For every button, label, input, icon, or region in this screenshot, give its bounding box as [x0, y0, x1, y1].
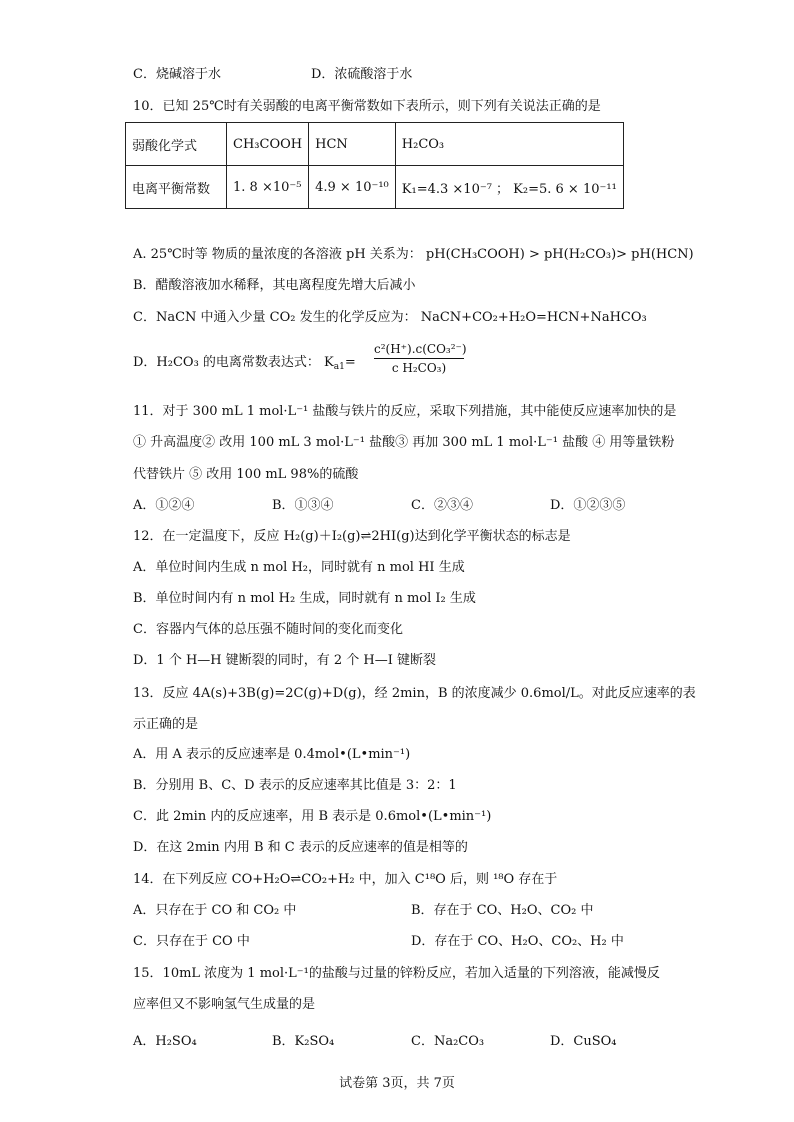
q12-option-c: C．容器内气体的总压强不随时间的变化而变化: [133, 622, 403, 637]
ka1-expression: [374, 342, 467, 375]
acid-constant-table: [125, 122, 624, 209]
q13-stem: 13．反应 4A(s)+3B(g)=2C(g)+D(g)，经 2min，B 的浓度减少 0.6mol/L。对此反应速率的表: [133, 686, 696, 701]
q15-option-b: B．K₂SO₄: [272, 1034, 335, 1049]
q14-stem: 14．在下列反应 CO+H₂O⇌CO₂+H₂ 中，加入 C¹⁸O 后，则 ¹⁸O 存在于: [133, 872, 558, 887]
q10-option-c: C．NaCN 中通入少量 CO₂ 发生的化学反应为： NaCN+CO₂+H₂O=HCN+NaHCO₃: [133, 310, 647, 325]
q14-option-d: D．存在于 CO、H₂O、CO₂、H₂ 中: [411, 934, 624, 949]
ka1-denominator: c H₂CO₃): [391, 361, 447, 375]
q14-option-a: A．只存在于 CO 和 CO₂ 中: [133, 903, 297, 918]
q15-stem-cont: 应率但又不影响氢气生成量的是: [133, 997, 316, 1012]
table-cell: 1. 8 ×10⁻⁵: [227, 166, 309, 209]
page-footer: 试卷第 3页，共 7页: [339, 1076, 455, 1091]
q14-option-b: B．存在于 CO、H₂O、CO₂ 中: [411, 903, 594, 918]
table-cell: HCN: [309, 123, 396, 166]
q10-option-a: A. 25℃时等 物质的量浓度的各溶液 pH 关系为： pH(CH₃COOH) > pH(H₂CO₃)> pH(HCN): [133, 247, 694, 262]
table-cell: K₁=4.3 ×10⁻⁷ ； K₂=5. 6 × 10⁻¹¹: [395, 166, 623, 209]
q13-option-a: A．用 A 表示的反应速率是 0.4mol•(L•min⁻¹): [133, 747, 411, 762]
q15-option-a: A．H₂SO₄: [133, 1034, 197, 1049]
q11-option-a: A．①②④: [133, 498, 195, 513]
q11-measures-line: ① 升高温度② 改用 100 mL 3 mol·L⁻¹ 盐酸③ 再加 300 mL 1 mol·L⁻¹ 盐酸 ④ 用等量铁粉: [133, 435, 675, 450]
table-header-cell: 电离平衡常数: [126, 166, 227, 209]
q15-option-c: C．Na₂CO₃: [411, 1034, 485, 1049]
q12-option-d: D．1 个 H—H 键断裂的同时，有 2 个 H—I 键断裂: [133, 653, 437, 668]
table-cell: CH₃COOH: [227, 123, 309, 166]
q11-option-c: C．②③④: [411, 498, 473, 513]
table-cell: H₂CO₃: [395, 123, 623, 166]
table-row: [126, 123, 624, 166]
q11-measures-line: 代替铁片 ⑤ 改用 100 mL 98%的硫酸: [133, 467, 359, 482]
q14-option-c: C．只存在于 CO 中: [133, 934, 250, 949]
ka1-subscript: a1: [333, 362, 345, 372]
q9-option-d: D．浓硫酸溶于水: [311, 67, 413, 82]
ka1-numerator: c²(H⁺).c(CO₃²⁻): [374, 342, 464, 359]
q9-option-c: C．烧碱溶于水: [133, 67, 221, 82]
q12-option-a: A．单位时间内生成 n mol H₂，同时就有 n mol HI 生成: [133, 560, 465, 575]
q11-stem: 11．对于 300 mL 1 mol·L⁻¹ 盐酸与铁片的反应，采取下列措施，其中能使反应速率加快的是: [133, 404, 677, 419]
q12-stem: 12．在一定温度下，反应 H₂(g)＋I₂(g)⇌2HI(g)达到化学平衡状态的标志是: [133, 529, 571, 544]
q15-option-d: D．CuSO₄: [550, 1034, 617, 1049]
table-header-cell: 弱酸化学式: [126, 123, 227, 166]
q10-stem: 10．已知 25℃时有关弱酸的电离平衡常数如下表所示，则下列有关说法正确的是: [133, 99, 601, 114]
q12-option-b: B．单位时间内有 n mol H₂ 生成，同时就有 n mol I₂ 生成: [133, 591, 476, 606]
q10-option-b: B．醋酸溶液加水稀释，其电离程度先增大后减小: [133, 278, 416, 293]
q11-option-d: D．①②③⑤: [550, 498, 626, 513]
q11-option-b: B．①③④: [272, 498, 334, 513]
q13-option-c: C．此 2min 内的反应速率，用 B 表示是 0.6mol•(L•min⁻¹): [133, 809, 492, 824]
q10-option-d-prefix: D．H₂CO₃ 的电离常数表达式： K: [133, 355, 334, 370]
table-row: [126, 166, 624, 209]
table-cell: 4.9 × 10⁻¹⁰: [309, 166, 396, 209]
q13-option-d: D．在这 2min 内用 B 和 C 表示的反应速率的值是相等的: [133, 840, 468, 855]
q15-stem: 15．10mL 浓度为 1 mol·L⁻¹的盐酸与过量的锌粉反应，若加入适量的下列溶液，能减慢反: [133, 966, 660, 981]
q13-stem-cont: 示正确的是: [133, 717, 199, 732]
q13-option-b: B．分别用 B、C、D 表示的反应速率其比值是 3：2：1: [133, 778, 457, 793]
q10-option-d: D．H₂CO₃ 的电离常数表达式： $K_{a1}=$: [133, 355, 356, 372]
